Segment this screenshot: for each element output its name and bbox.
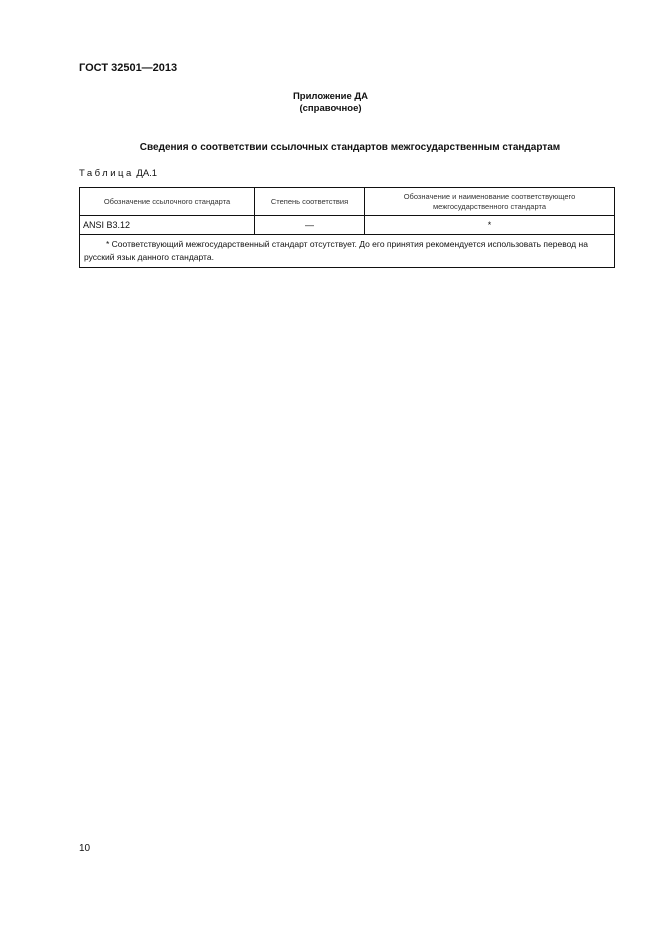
appendix-type: (справочное) — [299, 103, 362, 114]
table-cell: * — [365, 216, 615, 235]
appendix-title — [0, 91, 661, 115]
column-header: Обозначение и наименование соответствующего межгосударственного стандарта — [365, 188, 615, 216]
table-row — [80, 216, 615, 235]
table-note-row — [80, 235, 615, 268]
column-header: Обозначение ссылочного стандарта — [80, 188, 255, 216]
reference-standards-table — [79, 187, 615, 268]
table-cell: ANSI B3.12 — [80, 216, 255, 235]
section-heading: Сведения о соответствии ссылочных стандартов межгосударственным стандартам — [139, 142, 561, 153]
table-caption-word: Таблица — [79, 168, 134, 179]
table-caption-number: ДА.1 — [136, 168, 158, 179]
table-header-row — [80, 188, 615, 216]
page-number: 10 — [79, 843, 91, 854]
table-note: * Соответствующий межгосударственный стандарт отсутствует. До его принятия рекомендуется использовать перевод на русский язык данного стандарта. — [80, 235, 615, 268]
appendix-label: Приложение ДА — [292, 91, 369, 102]
column-header: Степень соответствия — [255, 188, 365, 216]
table-cell: — — [255, 216, 365, 235]
document-code: ГОСТ 32501—2013 — [79, 62, 178, 74]
table-caption — [79, 168, 157, 179]
